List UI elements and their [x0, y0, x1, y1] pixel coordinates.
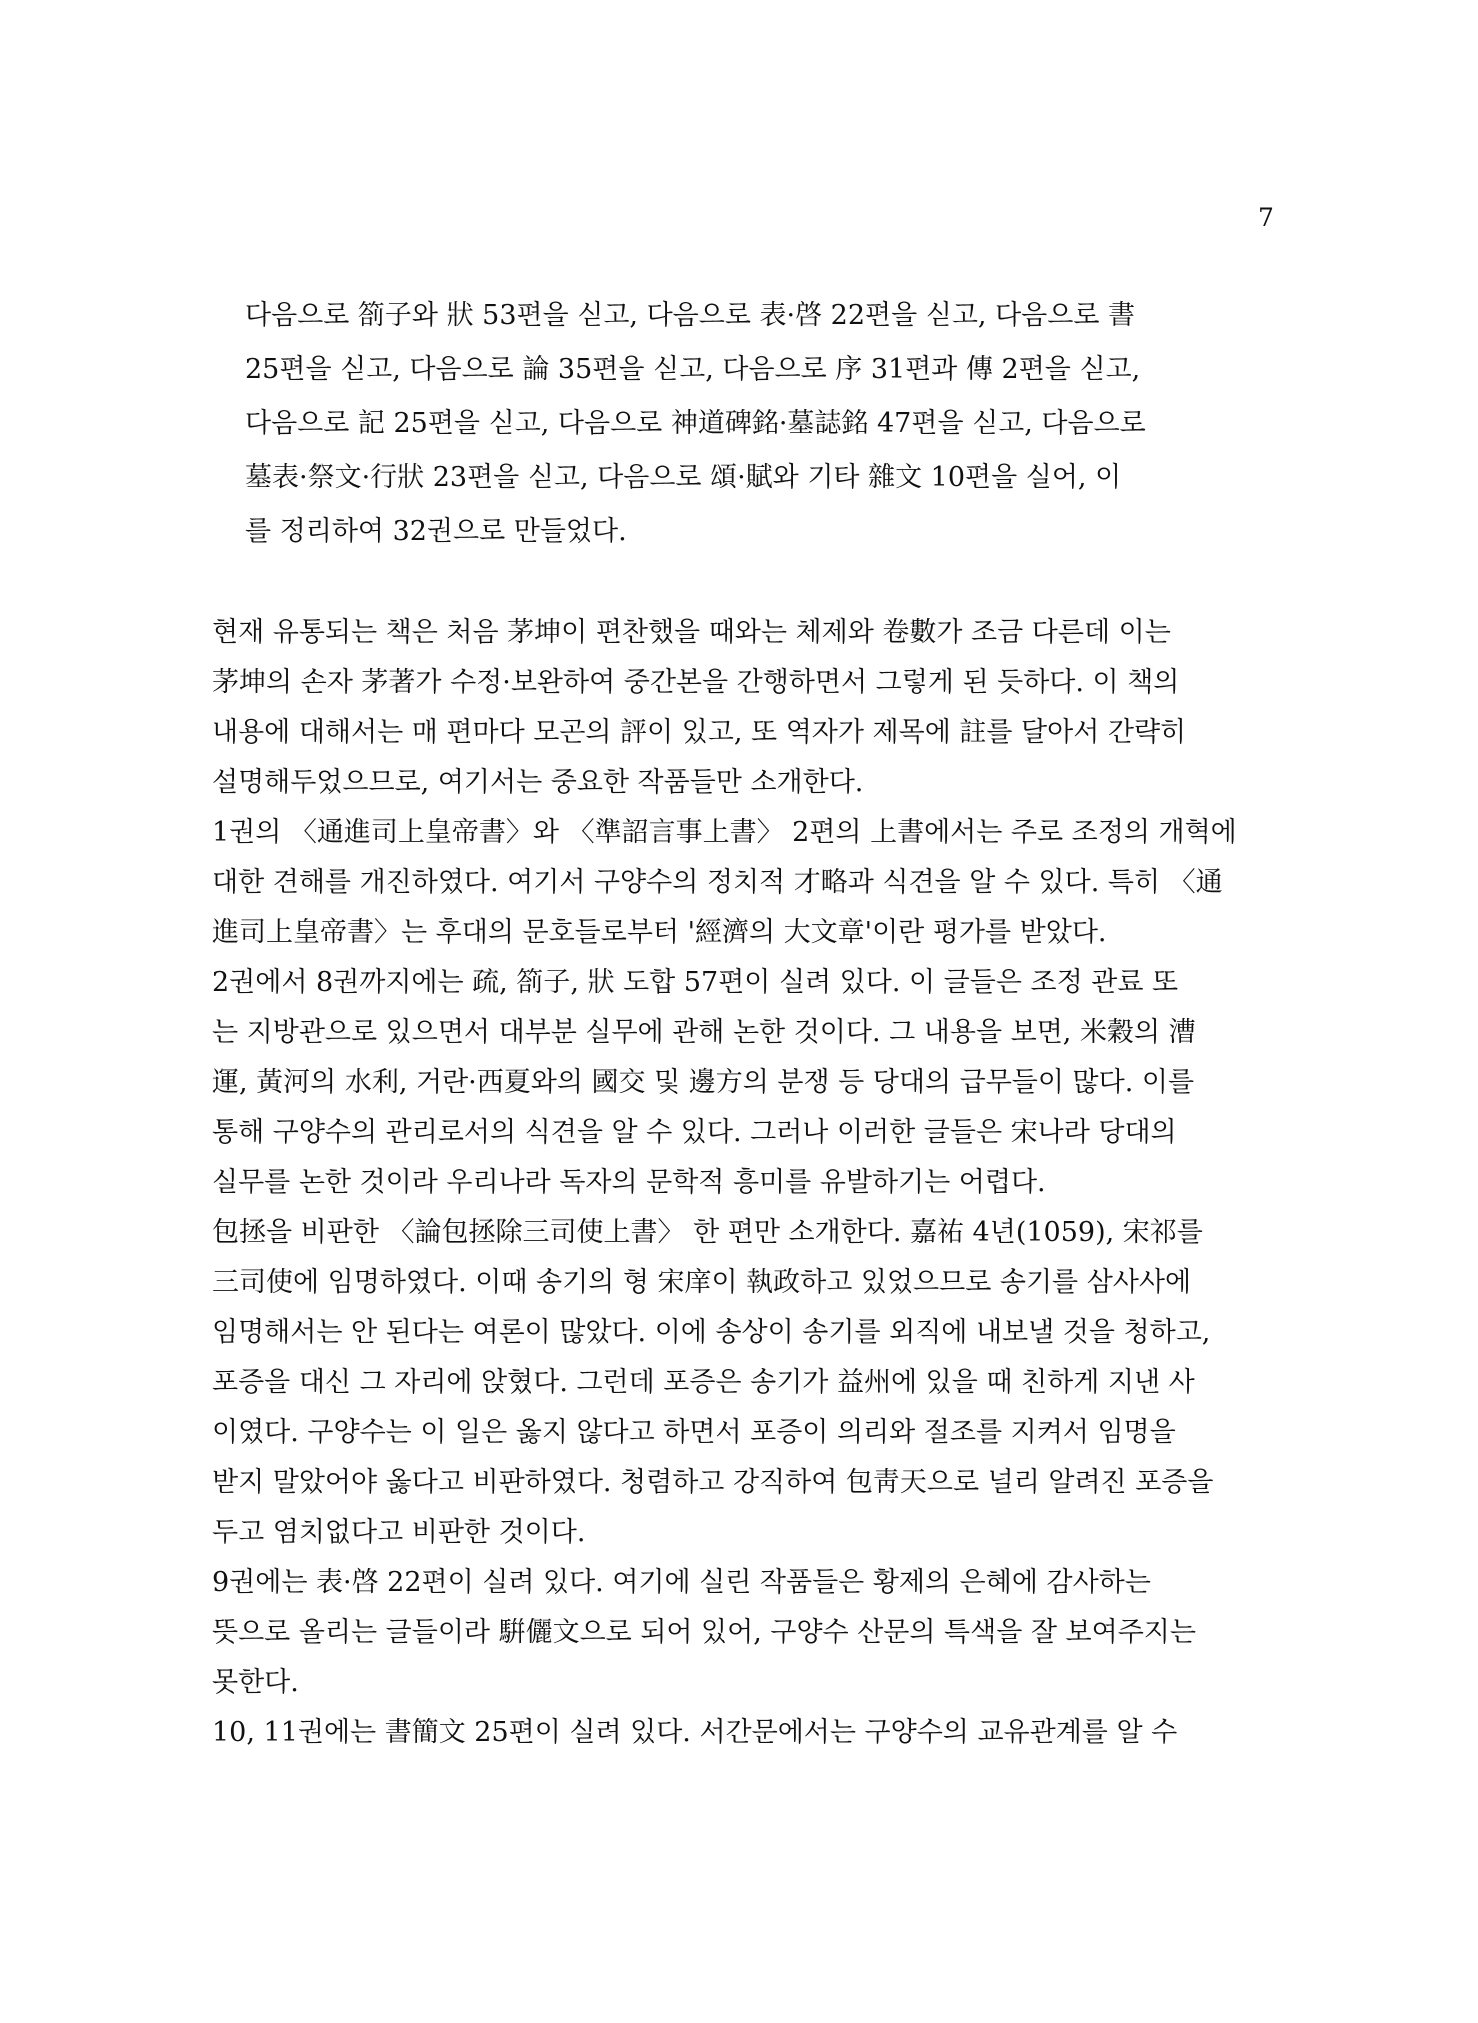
text-line: 두고 염치없다고 비판한 것이다.	[212, 1517, 586, 1548]
quote-line: 다음으로 記 25편을 싣고, 다음으로 神道碑銘·墓誌銘 47편을 싣고, 다음으로	[245, 408, 1146, 439]
text-line: 10, 11권에는 書簡文 25편이 실려 있다. 서간문에서는 구양수의 교유관계를 알 수	[212, 1717, 1178, 1748]
quote-line: 25편을 싣고, 다음으로 論 35편을 싣고, 다음으로 序 31편과 傳 2편을 싣고,	[245, 354, 1141, 385]
text-line: 進司上皇帝書〉는 후대의 문호들로부터 '經濟의 大文章'이란 평가를 받았다.	[212, 917, 1107, 948]
text-line: 받지 말았어야 옳다고 비판하였다. 청렴하고 강직하여 包靑天으로 널리 알려진 포증을	[212, 1467, 1214, 1498]
text-line: 설명해두었으므로, 여기서는 중요한 작품들만 소개한다.	[212, 767, 864, 798]
text-line: 뜻으로 올리는 글들이라 騈儷文으로 되어 있어, 구양수 산문의 특색을 잘 보여주지는	[212, 1617, 1196, 1648]
quote-line: 墓表·祭文·行狀 23편을 싣고, 다음으로 頌·賦와 기타 雜文 10편을 실어, 이	[245, 462, 1122, 493]
text-line: 현재 유통되는 책은 처음 茅坤이 편찬했을 때와는 체제와 卷數가 조금 다른데 이는	[212, 617, 1171, 648]
text-line: 茅坤의 손자 茅著가 수정·보완하여 중간본을 간행하면서 그렇게 된 듯하다. 이 책의	[212, 667, 1180, 698]
text-line: 三司使에 임명하였다. 이때 송기의 형 宋庠이 執政하고 있었으므로 송기를 삼사사에	[212, 1267, 1192, 1298]
quote-line: 를 정리하여 32권으로 만들었다.	[245, 516, 627, 547]
text-line: 이였다. 구양수는 이 일은 옳지 않다고 하면서 포증이 의리와 절조를 지켜서 임명을	[212, 1417, 1176, 1448]
text-line: 임명해서는 안 된다는 여론이 많았다. 이에 송상이 송기를 외직에 내보낼 것을 청하고,	[212, 1317, 1211, 1348]
quote-line: 다음으로 箚子와 狀 53편을 싣고, 다음으로 表·啓 22편을 싣고, 다음으로 書	[245, 300, 1136, 331]
text-line: 9권에는 表·啓 22편이 실려 있다. 여기에 실린 작품들은 황제의 은혜에 감사하는	[212, 1567, 1151, 1598]
text-line: 運, 黃河의 水利, 거란·西夏와의 國交 및 邊方의 분쟁 등 당대의 급무들이 많다. 이를	[212, 1067, 1195, 1098]
text-line: 포증을 대신 그 자리에 앉혔다. 그런데 포증은 송기가 益州에 있을 때 친하게 지낸 사	[212, 1367, 1195, 1398]
body-text	[212, 608, 1282, 1758]
text-line: 2권에서 8권까지에는 疏, 箚子, 狀 도합 57편이 실려 있다. 이 글들은 조정 관료 또	[212, 967, 1179, 998]
text-line: 내용에 대해서는 매 편마다 모곤의 評이 있고, 또 역자가 제목에 註를 달아서 간략히	[212, 717, 1187, 748]
text-line: 는 지방관으로 있으면서 대부분 실무에 관해 논한 것이다. 그 내용을 보면, 米穀의 漕	[212, 1017, 1196, 1048]
text-line: 실무를 논한 것이라 우리나라 독자의 문학적 흥미를 유발하기는 어렵다.	[212, 1167, 1046, 1198]
text-line: 못한다.	[212, 1667, 299, 1698]
text-line: 包拯을 비판한 〈論包拯除三司使上書〉 한 편만 소개한다. 嘉祐 4년(1059), 宋祁를	[212, 1217, 1203, 1248]
text-line: 대한 견해를 개진하였다. 여기서 구양수의 정치적 才略과 식견을 알 수 있다. 특히 〈通	[212, 867, 1223, 898]
text-line: 1권의 〈通進司上皇帝書〉와 〈準詔言事上書〉 2편의 上書에서는 주로 조정의 개혁에	[212, 817, 1237, 848]
text-line: 통해 구양수의 관리로서의 식견을 알 수 있다. 그러나 이러한 글들은 宋나라 당대의	[212, 1117, 1177, 1148]
page-number: 7	[1258, 203, 1274, 232]
quote-block	[245, 289, 1245, 559]
